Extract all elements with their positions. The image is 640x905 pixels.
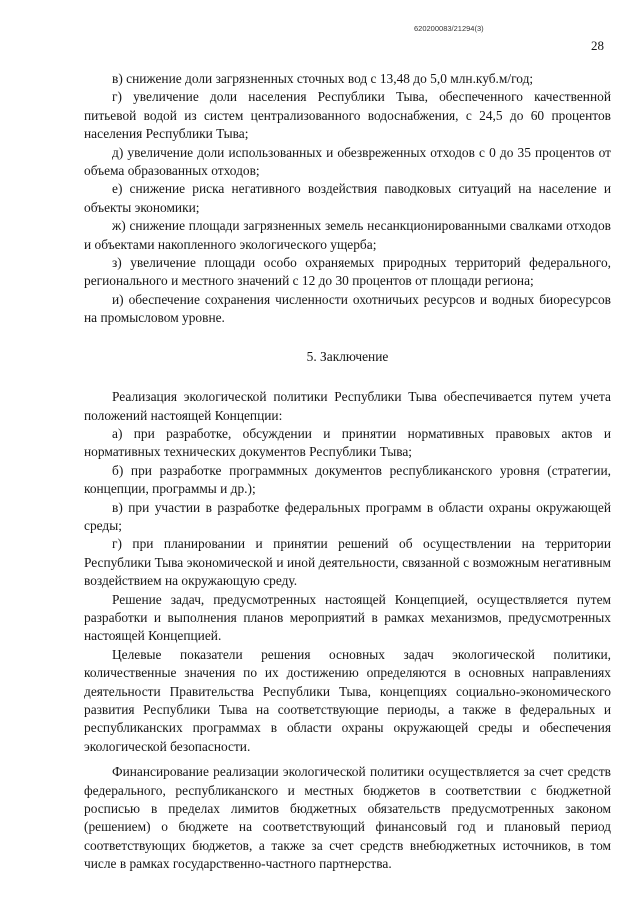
paragraph-indicators: Целевые показатели решения основных задач экологической политики, количественные значения по их достижению определяются в основных направлениях деятельности Правительства Республики Тыва, концепциях социально-экономического развития Республики Тыва на соответствующие периоды, а также в федеральных и республиканских программах в области охраны окружающей среды и обеспечения экологической безопасности.	[84, 646, 611, 754]
page-number: 28	[591, 38, 604, 53]
section-item-a: а) при разработке, обсуждении и принятии нормативных правовых актов и нормативных технических документов Республики Тыва;	[84, 425, 611, 460]
document-body	[84, 70, 611, 874]
list-item-zh: ж) снижение площади загрязненных земель несанкционированными свалками отходов и объектами накопленного экологического ущерба;	[84, 218, 611, 252]
section-item-v: в) при участии в разработке федеральных программ в области охраны окружающей среды;	[84, 499, 611, 533]
document-code: 620200083/21294(3)	[414, 24, 484, 33]
list-item-g: г) увеличение доли населения Республики Тыва, обеспеченного качественной питьевой водой из систем централизованного водоснабжения, с 24,5 до 60 процентов населения Республики Тыва;	[84, 89, 611, 142]
section-intro: Реализация экологической политики Республики Тыва обеспечивается путем учета положений настоящей Концепции:	[84, 389, 611, 423]
section-heading: 5. Заключение	[306, 348, 389, 364]
section-item-g: г) при планировании и принятии решений об осуществлении на территории Республики Тыва экономической и иной деятельности, связанной с возможным негативным воздействием на окружающую среду.	[84, 536, 611, 589]
list-item-z: з) увеличение площади особо охраняемых природных территорий федерального, регионального и местного значений с 12 до 30 процентов от площади региона;	[84, 255, 611, 289]
section-item-b: б) при разработке программных документов республиканского уровня (стратегии, концепции, программы и др.);	[84, 462, 611, 497]
paragraph-tasks: Решение задач, предусмотренных настоящей Концепцией, осуществляется путем разработки и выполнения планов мероприятий в рамках механизмов, предусмотренных настоящей Концепцией.	[84, 591, 611, 644]
list-item-e: е) снижение риска негативного воздействия паводковых ситуаций на население и объекты экономики;	[84, 181, 611, 215]
list-item-i: и) обеспечение сохранения численности охотничьих ресурсов и водных биоресурсов на промысловом уровне.	[84, 291, 611, 326]
list-item-d: д) увеличение доли использованных и обезвреженных отходов с 0 до 35 процентов от объема образованных отходов;	[84, 144, 611, 179]
list-item-v: в) снижение доли загрязненных сточных вод с 13,48 до 5,0 млн.куб.м/год;	[112, 71, 534, 86]
paragraph-financing: Финансирование реализации экологической политики осуществляется за счет средств федерального, республиканского и местных бюджетов в соответствии с бюджетной росписью в пределах лимитов бюджетных обязательств предусмотренных законом (решением) о бюджете на соответствующий финансовый год и плановый период соответствующих бюджетов, а также за счет средств внебюджетных источников, в том числе в рамках государственно-частного партнерства.	[84, 764, 611, 872]
